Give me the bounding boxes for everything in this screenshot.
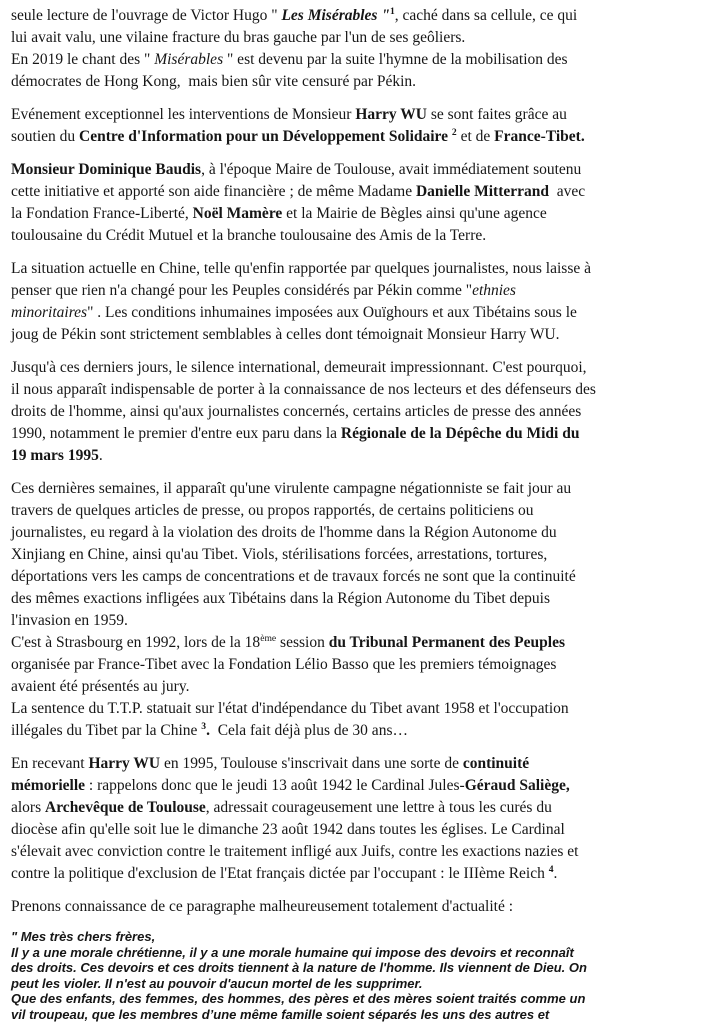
text-line (11, 258, 709, 280)
text-line (11, 1007, 709, 1023)
text-line (11, 753, 709, 775)
paragraph-silence-international (11, 357, 709, 467)
text-line (11, 720, 709, 742)
paragraph-miserables (11, 5, 709, 93)
text-segment: des droits. Ces devoirs et ces droits tiennent à la nature de l'homme. Ils viennent de Dieu. On (11, 960, 587, 975)
text-segment: et de (456, 128, 495, 145)
text-segment: l'invasion en 1959. (11, 612, 128, 629)
text-line (11, 357, 709, 379)
text-segment: Misérables (154, 51, 224, 68)
text-segment: , caché dans sa cellule, ce qui (394, 7, 578, 24)
text-segment: La sentence du T.T.P. statuait sur l'état d'indépendance du Tibet avant 1958 et l'occupation (11, 700, 569, 717)
text-line (11, 945, 709, 961)
text-segment: Xinjiang en Chine, ainsi qu'au Tibet. Viols, stérilisations forcées, arrestations, tortures, (11, 546, 548, 563)
text-segment: lui avait valu, une vilaine fracture du bras gauche par l'un de ses geôliers. (11, 29, 466, 46)
paragraph-continuite-memorielle (11, 753, 709, 885)
footnote-superscript: 4 (548, 863, 554, 875)
text-segment: droits de l'homme, ainsi qu'aux journalistes concernés, certains articles de presse des années (11, 403, 582, 420)
text-line (11, 181, 709, 203)
text-line (11, 929, 709, 945)
text-segment: peut les violer. Il n'est au pouvoir d'aucun mortel de les supprimer. (11, 975, 423, 991)
footnote-superscript: 2 (451, 126, 457, 138)
text-segment: France-Tibet. (494, 128, 585, 145)
text-segment: du Tribunal Permanent des Peuples (328, 634, 565, 651)
text-line (11, 324, 709, 346)
footnote-superscript: ème (260, 632, 277, 644)
text-segment: 1990, notamment le premier d'entre eux paru dans la (11, 425, 341, 442)
text-line (11, 841, 709, 863)
text-segment: Evénement exceptionnel les interventions de Monsieur (11, 106, 356, 123)
text-segment: ethnies (472, 282, 516, 299)
text-segment: cette initiative et apporté son aide financière ; de même Madame (11, 183, 416, 200)
text-segment: , adressait courageusement une lettre à tous les curés du (205, 799, 552, 816)
text-segment: session (276, 634, 329, 651)
footnote-superscript: 3 (201, 720, 207, 732)
text-line (11, 698, 709, 720)
text-line (11, 676, 709, 698)
text-line (11, 566, 709, 588)
text-line (11, 225, 709, 247)
text-segment: Noël Mamère (192, 205, 283, 222)
text-segment: seule lecture de l'ouvrage de Victor Hugo " (11, 7, 282, 24)
text-line (11, 863, 709, 885)
text-segment: 19 mars 1995 (11, 447, 99, 464)
text-segment: il nous apparaît indispensable de porter à la connaissance de nos lecteurs et des défenseurs des (11, 381, 596, 398)
text-segment: " . Les conditions inhumaines imposées aux Ouïghours et aux Tibétains sous le (87, 304, 577, 321)
text-line (11, 27, 709, 49)
text-line (11, 797, 709, 819)
footnote-superscript: 1 (389, 5, 395, 17)
paragraph-campagne-negationniste (11, 478, 709, 742)
text-segment: , à l'époque Maire de Toulouse, avait immédiatement soutenu (201, 161, 582, 178)
text-line (11, 71, 709, 93)
text-segment: . (553, 865, 558, 882)
text-segment: La situation actuelle en Chine, telle qu'enfin rapportée par quelques journalistes, nous laisse à (11, 260, 591, 277)
text-segment: Monsieur Dominique Baudis (11, 161, 202, 178)
paragraph-citation-saliege (11, 929, 709, 1022)
text-segment: la Fondation France-Liberté, (11, 205, 193, 222)
text-segment: diocèse afin qu'elle soit lue le dimanche 23 août 1942 dans toutes les églises. Le Cardinal (11, 821, 565, 838)
text-line (11, 500, 709, 522)
text-line (11, 5, 709, 27)
paragraph-situation-chine (11, 258, 709, 346)
text-line (11, 654, 709, 676)
text-segment: toulousaine du Crédit Mutuel et la branche toulousaine des Amis de la Terre. (11, 227, 487, 244)
text-line (11, 203, 709, 225)
text-line (11, 960, 709, 976)
text-line (11, 104, 709, 126)
text-segment: Ces dernières semaines, il apparaît qu'une virulente campagne négationniste se fait jour au (11, 480, 572, 497)
text-line (11, 126, 709, 148)
text-segment: s'élevait avec conviction contre le traitement infligé aux Juifs, contre les exactions nazies et (11, 843, 579, 860)
text-segment: Jusqu'à ces derniers jours, le silence international, demeurait impressionnant. C'est pourquoi, (11, 359, 587, 376)
text-line (11, 401, 709, 423)
text-segment: travers de quelques articles de presse, ou propos rapportés, de certains politiciens ou (11, 502, 534, 519)
text-segment: : rappelons donc que le jeudi 13 août 1942 le Cardinal Jules- (85, 777, 465, 794)
text-segment: contre la politique d'exclusion de l'Etat français dictée par l'occupant : le IIIème Reich (11, 865, 549, 882)
text-segment: minoritaires (11, 304, 88, 321)
paragraph-evenement (11, 104, 709, 148)
text-segment: Harry WU (88, 755, 161, 772)
text-segment: Les Misérables " (281, 7, 390, 24)
text-segment: Harry WU (355, 106, 427, 123)
text-line (11, 588, 709, 610)
text-segment: En recevant (11, 755, 89, 772)
paragraph-baudis (11, 159, 709, 247)
text-segment: soutien du (11, 128, 80, 145)
text-segment: vil troupeau, que les membres d’une même famille soient séparés les uns des autres et (11, 1006, 550, 1022)
text-line (11, 478, 709, 500)
text-segment: Danielle Mitterrand (415, 183, 549, 200)
paragraph-prenons-connaissance (11, 896, 709, 918)
text-segment: avaient été présentés au jury. (11, 678, 190, 695)
text-segment: En 2019 le chant des " (11, 51, 155, 68)
text-segment: joug de Pékin sont strictement semblables à celles dont témoignait Monsieur Harry WU. (11, 326, 560, 343)
text-segment: Prenons connaissance de ce paragraphe malheureusement totalement d'actualité : (11, 898, 514, 915)
text-line (11, 302, 709, 324)
text-line (11, 522, 709, 544)
text-line (11, 280, 709, 302)
text-line (11, 445, 709, 467)
text-line (11, 379, 709, 401)
text-segment: Archevêque de Toulouse (45, 799, 206, 816)
text-line (11, 976, 709, 992)
text-segment: illégales du Tibet par la Chine (11, 722, 202, 739)
text-line (11, 49, 709, 71)
text-line (11, 632, 709, 654)
text-segment: organisée par France-Tibet avec la Fondation Lélio Basso que les premiers témoignages (11, 656, 557, 673)
text-segment: Que des enfants, des femmes, des hommes, des pères et des mères soient traités comme un (11, 991, 586, 1006)
text-segment: " est devenu par la suite l'hymne de la mobilisation des (223, 51, 568, 68)
text-segment: Régionale de la Dépêche du Midi du (340, 425, 580, 442)
text-segment: Cela fait déjà plus de 30 ans… (209, 722, 408, 739)
text-line (11, 544, 709, 566)
text-segment: mémorielle (11, 777, 86, 794)
text-line (11, 775, 709, 797)
text-segment: Centre d'Information pour un Développement Solidaire (79, 128, 452, 145)
text-line (11, 159, 709, 181)
text-segment: des mêmes exactions infligées aux Tibétains dans la Région Autonome du Tibet depuis (11, 590, 551, 607)
text-segment: continuité (462, 755, 530, 772)
text-segment: démocrates de Hong Kong, mais bien sûr vite censuré par Pékin. (11, 73, 417, 90)
text-segment: C'est à Strasbourg en 1992, lors de la 18 (11, 634, 261, 651)
text-segment: " Mes très chers frères, (11, 929, 156, 944)
text-segment: déportations vers les camps de concentrations et de travaux forcés ne sont que la continuité (11, 568, 576, 585)
text-segment: . (206, 722, 210, 739)
text-line (11, 896, 709, 918)
text-line (11, 423, 709, 445)
text-segment: Il y a une morale chrétienne, il y a une morale humaine qui impose des devoirs et reconnaît (11, 944, 574, 960)
text-segment: alors (11, 799, 46, 816)
text-segment: et la Mairie de Bègles ainsi qu'une agence (282, 205, 547, 222)
text-segment: en 1995, Toulouse s'inscrivait dans une sorte de (160, 755, 463, 772)
text-line (11, 610, 709, 632)
text-segment: se sont faites grâce au (426, 106, 567, 123)
text-segment: journalistes, eu regard à la violation des droits de l'homme dans la Région Autonome du (11, 524, 557, 541)
text-segment: . (98, 447, 103, 464)
text-segment: avec (549, 183, 586, 200)
text-line (11, 991, 709, 1007)
text-line (11, 819, 709, 841)
text-segment: Géraud Saliège, (464, 777, 570, 794)
text-segment: penser que rien n'a changé pour les Peuples considérés par Pékin comme " (11, 282, 473, 299)
